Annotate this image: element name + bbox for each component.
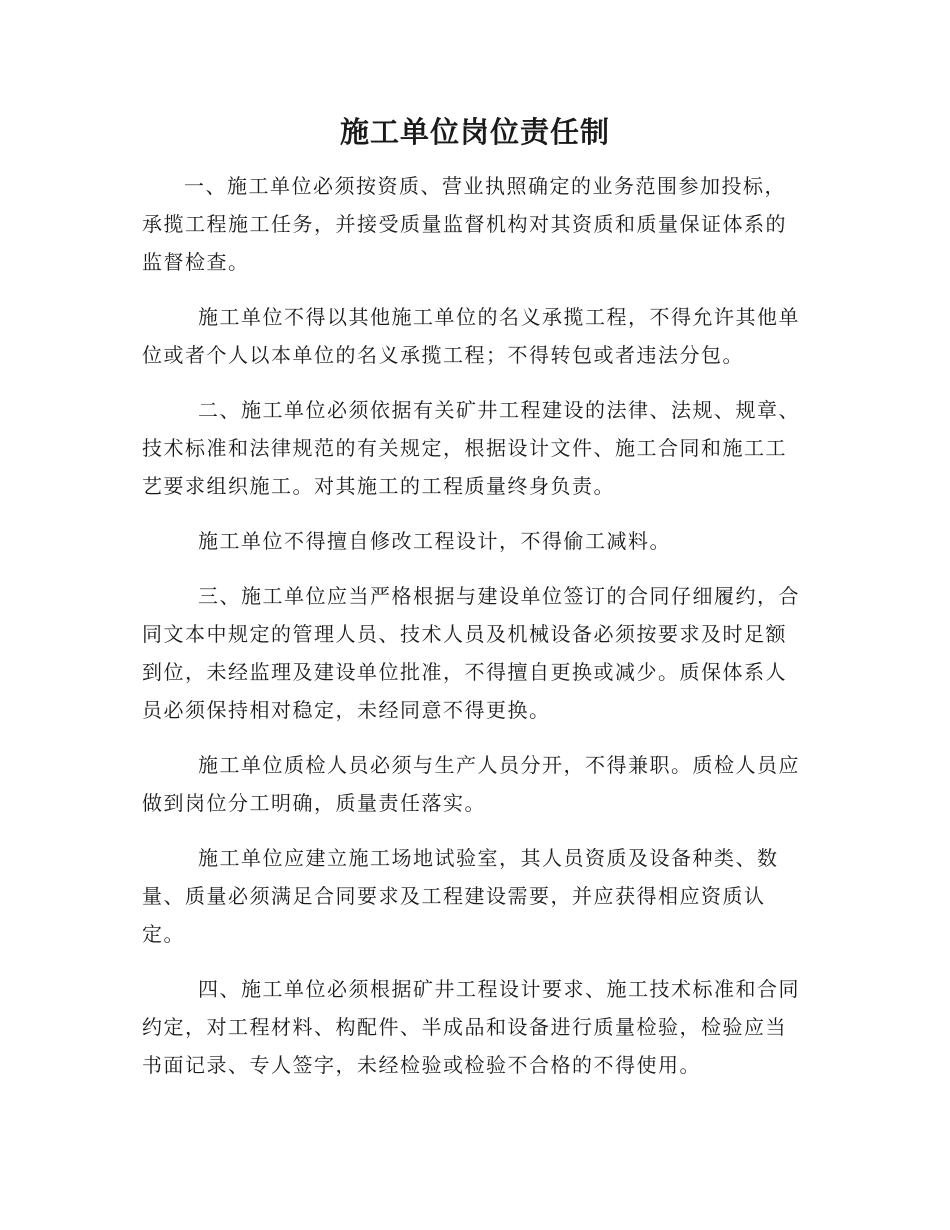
paragraph-6: 施工单位质检人员必须与生产人员分开，不得兼职。质检人员应做到岗位分工明确，质量责任落实。 (142, 753, 800, 815)
document-body (142, 167, 806, 1101)
paragraph-3: 二、施工单位必须依据有关矿井工程建设的法律、法规、规章、技术标准和法律规范的有关规定，根据设计文件、施工合同和施工工艺要求组织施工。对其施工的工程质量终身负责。 (142, 398, 800, 498)
paragraph-4: 施工单位不得擅自修改工程设计，不得偷工减料。 (198, 529, 671, 553)
paragraph-7: 施工单位应建立施工场地试验室，其人员资质及设备种类、数量、质量必须满足合同要求及工程建设需要，并应获得相应资质认定。 (142, 846, 779, 946)
paragraph-1: 一、施工单位必须按资质、营业执照确定的业务范围参加投标，承揽工程施工任务，并接受质量监督机构对其资质和质量保证体系的监督检查。 (142, 174, 787, 274)
paragraph-5: 三、施工单位应当严格根据与建设单位签订的合同仔细履约，合同文本中规定的管理人员、技术人员及机械设备必须按要求及时足额到位，未经监理及建设单位批准，不得擅自更换或减少。质保体系人员必须保持相对稳定，未经同意不得更换。 (142, 584, 800, 722)
document-title: 施工单位岗位责任制 (339, 115, 610, 149)
paragraph-2: 施工单位不得以其他施工单位的名义承揽工程，不得允许其他单位或者个人以本单位的名义承揽工程；不得转包或者违法分包。 (142, 305, 800, 367)
paragraph-8: 四、施工单位必须根据矿井工程设计要求、施工技术标准和合同约定，对工程材料、构配件、半成品和设备进行质量检验，检验应当书面记录、专人签字，未经检验或检验不合格的不得使用。 (142, 977, 800, 1077)
